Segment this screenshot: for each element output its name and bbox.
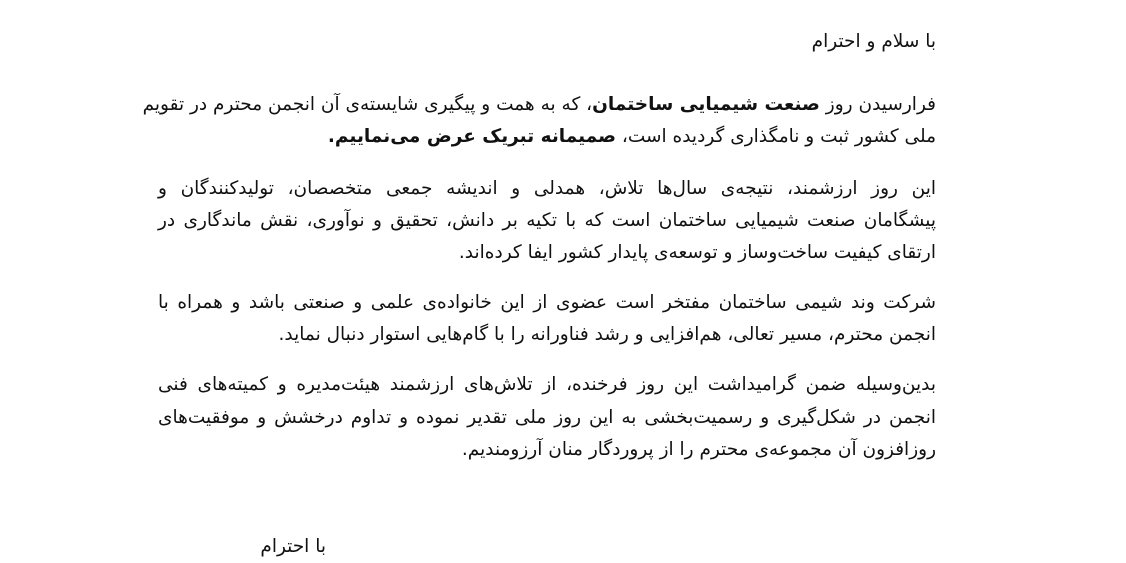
paragraph-2-line-1: این روز ارزشمند، نتیجه‌ی سال‌ها تلاش، همدلی و اندیشه جمعی متخصصان، تولیدکنندگان و — [158, 178, 936, 199]
paragraph-2-line-2: پیشگامان صنعت شیمیایی ساختمان است که با تکیه بر دانش، تحقیق و نوآوری، نقش ماندگاری در — [158, 210, 936, 231]
closing: با احترام — [260, 536, 326, 557]
paragraph-1-line-1 — [142, 91, 936, 119]
congratulation-emphasis: صمیمانه تبریک عرض می‌نماییم. — [327, 126, 616, 147]
paragraph-4-line-2: انجمن در شکل‌گیری و رسمیت‌بخشی به این روز ملی تقدیر نموده و تداوم درخشش و موفقیت‌های — [158, 407, 936, 428]
greeting: با سلام و احترام — [811, 31, 936, 52]
paragraph-3-line-2: انجمن محترم، مسیر تعالی، هم‌افزایی و رشد فناورانه را با گام‌هایی استوار دنبال نماید. — [278, 324, 936, 345]
paragraph-1-text: ملی کشور ثبت و نامگذاری گردیده است، — [615, 126, 936, 147]
paragraph-1-line-2 — [328, 123, 936, 151]
paragraph-1-text: فرارسیدن روز — [819, 94, 936, 115]
paragraph-4-line-1: بدین‌وسیله ضمن گرامیداشت این روز فرخنده، از تلاش‌های ارزشمند هیئت‌مدیره و کمیته‌های فنی — [158, 374, 936, 395]
industry-name-emphasis: صنعت شیمیایی ساختمان — [592, 94, 820, 115]
paragraph-1-text: ، که به همت و پیگیری شایسته‌ی آن انجمن محترم در تقویم — [142, 94, 593, 115]
paragraph-4-line-3: روزافزون آن مجموعه‌ی محترم را از پروردگار منان آرزومندیم. — [461, 439, 936, 460]
paragraph-2-line-3: ارتقای کیفیت ساخت‌وساز و توسعه‌ی پایدار کشور ایفا کرده‌اند. — [458, 242, 936, 263]
paragraph-3-line-1: شرکت وند شیمی ساختمان مفتخر است عضوی از این خانواده‌ی علمی و صنعتی باشد و همراه با — [158, 292, 936, 313]
